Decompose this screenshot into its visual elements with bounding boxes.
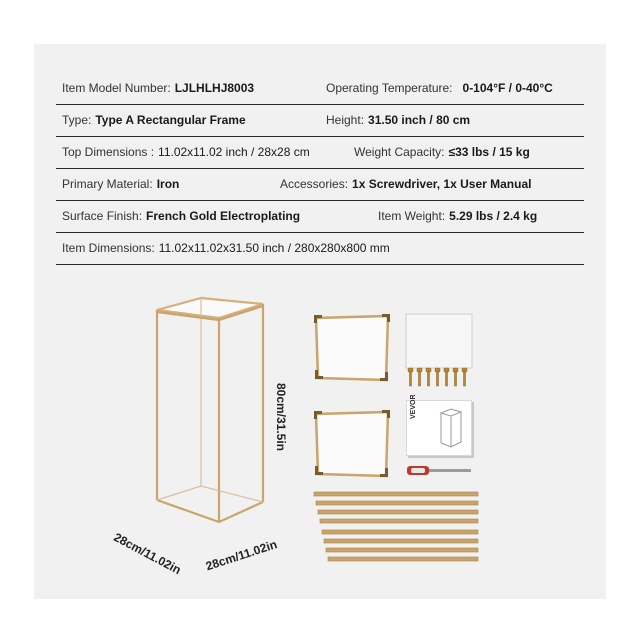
top-value: 11.02x11.02 inch / 28x28 cm: [158, 145, 310, 159]
depth-dimension-label: 28cm/11.02in: [111, 530, 184, 578]
spec-row-dimensions: [56, 233, 584, 265]
width-dimension-label: 28cm/11.02in: [204, 537, 279, 574]
gold-rods: [312, 490, 482, 566]
accessories-label: Accessories:: [280, 177, 349, 191]
manual-brand-label: VEVOR: [410, 394, 417, 419]
weightcap-value: ≤33 lbs / 15 kg: [448, 145, 530, 159]
itemweight-label: Item Weight:: [378, 209, 446, 223]
top-label: Top Dimensions :: [62, 145, 155, 159]
height-label: Height:: [326, 113, 365, 127]
temp-label: Operating Temperature:: [326, 81, 453, 95]
itemweight-value: 5.29 lbs / 2.4 kg: [449, 209, 538, 223]
height-dimension-label: 80cm/31.5in: [274, 382, 288, 452]
foam-pad: [404, 312, 474, 370]
temp-value: 0-104°F / 0-40°C: [462, 81, 553, 95]
itemdim-label: Item Dimensions:: [62, 241, 155, 255]
type-value: Type A Rectangular Frame: [95, 113, 246, 127]
itemdim-value: 11.02x11.02x31.50 inch / 280x280x800 mm: [158, 241, 390, 255]
manual-product-sketch: [437, 407, 465, 449]
material-value: Iron: [156, 177, 180, 191]
spec-row-finish: [56, 201, 584, 233]
height-value: 31.50 inch / 80 cm: [368, 113, 471, 127]
stand-frame-illustration: [145, 290, 275, 535]
spec-row-material: [56, 169, 584, 201]
screws: [406, 366, 476, 390]
model-label: Item Model Number:: [62, 81, 171, 95]
screwdriver: [405, 460, 475, 480]
user-manual: [406, 394, 472, 456]
spec-row-type: [56, 105, 584, 137]
accessories-value: 1x Screwdriver, 1x User Manual: [352, 177, 532, 191]
type-label: Type:: [62, 113, 92, 127]
model-value: LJLHLHJ8003: [174, 81, 255, 95]
material-label: Primary Material:: [62, 177, 153, 191]
finish-label: Surface Finish:: [62, 209, 143, 223]
weightcap-label: Weight Capacity:: [354, 145, 445, 159]
finish-value: French Gold Electroplating: [146, 209, 301, 223]
glass-panel-bottom: [312, 408, 392, 480]
glass-panel-top: [312, 312, 392, 384]
spec-row-top: [56, 137, 584, 169]
spec-row-model: [56, 73, 584, 105]
